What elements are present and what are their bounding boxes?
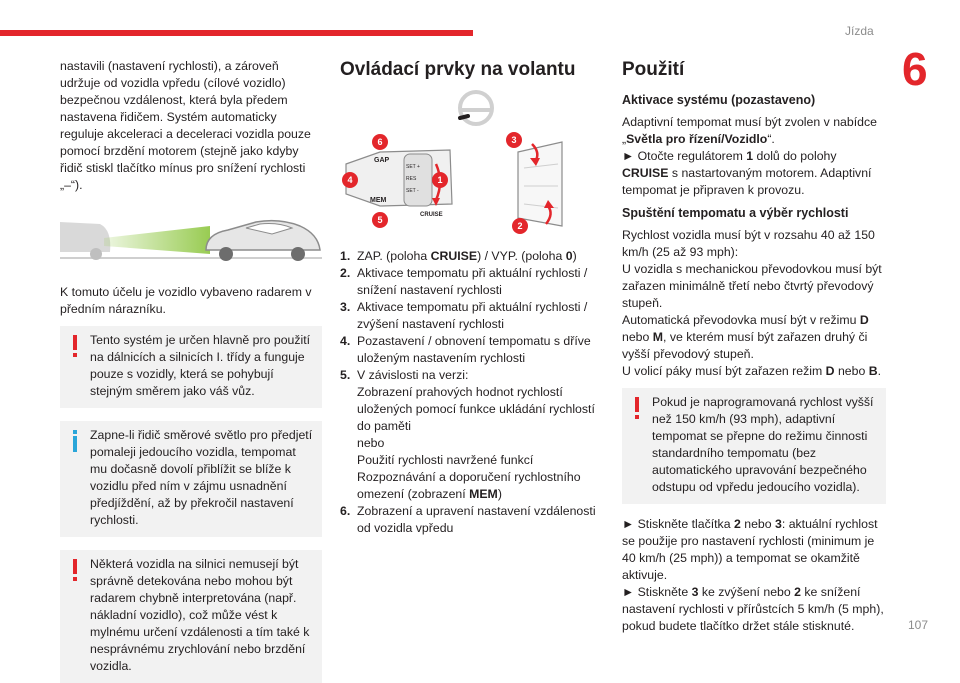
page-number: 107 [908, 618, 929, 632]
list-item: 2. Aktivace tempomatu při aktuální rychlosti / snížení nastavení rychlosti [340, 266, 588, 297]
svg-text:2: 2 [517, 221, 523, 231]
svg-text:4: 4 [347, 175, 353, 185]
radar-paragraph: K tomuto účelu je vozidlo vybaveno radarem v předním nárazníku. [60, 285, 312, 316]
column-2 [340, 58, 602, 537]
controls-diagram [340, 128, 602, 236]
info-icon [72, 430, 78, 452]
list-item: 3. Aktivace tempomatu při aktuální rychlosti / zvýšení nastavení rychlosti [340, 300, 588, 331]
paragraph: U vozidla s mechanickou převodovkou musí být zařazen minimálně třetí nebo čtvrtý převodový stupeň. [622, 262, 882, 310]
section-title: Jízda [845, 24, 874, 38]
warning-note-3: Pokud je naprogramovaná rychlost vyšší než 150 km/h (93 mph), adaptivní tempomat se přepne do režimu činnosti standardního tempomatu (bez automatického upravování bezpečného odstupu od vpředu jedoucího vozidla). [622, 388, 886, 504]
svg-text:5: 5 [377, 215, 383, 225]
svg-text:SET -: SET - [406, 188, 419, 194]
paragraph: ► Otočte regulátorem 1 dolů do polohy CRUISE s nastartovaným motorem. Adaptivní tempomat je připraven k provozu. [622, 149, 872, 197]
warning-note-2: Některá vozidla na silnici nemusejí být správně detekována nebo mohou být radarem chybně interpretována (např. nákladní vozidlo), což může vést k mylnému určení vzdálenosti a tím také k nesprávnému zrychlování nebo brzdění vozidla. [60, 550, 322, 683]
paragraph: Automatická převodovka musí být v režimu D nebo M, ve kterém musí být zařazen druhý či vyšší převodový stupeň. [622, 313, 869, 361]
warning-icon [72, 559, 78, 581]
radar-beam [104, 226, 210, 254]
warning-icon [72, 335, 78, 357]
column-3 [622, 58, 886, 635]
top-accent-bar [0, 30, 473, 36]
front-car-icon [60, 222, 110, 260]
radar-illustration [60, 208, 322, 268]
button-detail [518, 142, 562, 226]
warning-icon [634, 397, 640, 419]
paragraph: ► Stiskněte 3 ke zvýšení nebo 2 ke snížení nastavení rychlosti v přírůstcích 5 km/h (5 mph), pokud budete tlačítko držet stále stisknuté. [622, 585, 884, 633]
list-item: 1. ZAP. (poloha CRUISE) / VYP. (poloha 0) [340, 249, 577, 263]
paragraph: Adaptivní tempomat musí být zvolen v nabídce „Světla pro řízení/Vozidlo“. [622, 115, 877, 146]
intro-paragraph: nastavili (nastavení rychlosti), a zároveň udržuje od vozidla vpředu (cílové vozidlo) bezpečnou vzdálenost, která byla předem nastavena řidičem. Systém automaticky reguluje akceleraci a deceleraci vozidla pouze pomocí brzdění motorem (stejně jako kdyby řidič stiskl tlačítko mínus pro snížení rychlosti „–“). [60, 59, 311, 192]
list-item: 4. Pozastavení / obnovení tempomatu s dříve uloženým nastavením rychlosti [340, 334, 591, 365]
svg-text:MEM: MEM [370, 197, 387, 204]
paragraph: ► Stiskněte tlačítka 2 nebo 3: aktuální rychlost se použije pro nastavení rychlosti (minimum je 40 km/h (25 mph)) a tempomat se okamžitě aktivuje. [622, 517, 878, 582]
svg-text:CRUISE: CRUISE [420, 212, 443, 218]
steering-wheel-icon [340, 88, 602, 128]
controls-list [340, 248, 602, 537]
column-1 [60, 58, 322, 683]
section-heading-controls: Ovládací prvky na volantu [340, 59, 576, 80]
svg-text:6: 6 [377, 137, 383, 147]
list-item: 6. Zobrazení a upravení nastavení vzdálenosti od vozidla vpředu [340, 504, 596, 535]
svg-text:1: 1 [437, 175, 443, 185]
paragraph: U volicí páky musí být zařazen režim D nebo B. [622, 364, 882, 378]
list-item: 5. V závislosti na verzi: Zobrazení prahových hodnot rychlostí uložených pomocí funkce ukládání rychlostí do paměti nebo Použití rychlosti navržené funkcí Rozpoznávání a doporučení rychlostního omezení (zobrazení MEM) [340, 368, 595, 501]
warning-note-1: Tento systém je určen hlavně pro použití na dálnicích a silnicích I. třídy a funguje pouze s vozidly, která se pohybují stejným směrem jako váš vůz. [60, 326, 322, 408]
subheading-start: Spuštění tempomatu a výběr rychlosti [622, 206, 849, 220]
svg-text:GAP: GAP [374, 157, 390, 164]
svg-text:SET +: SET + [406, 164, 420, 170]
own-car-icon [206, 221, 320, 261]
svg-text:3: 3 [511, 135, 517, 145]
svg-text:RES: RES [406, 176, 417, 182]
paragraph: Rychlost vozidla musí být v rozsahu 40 až 150 km/h (25 až 93 mph): [622, 228, 875, 259]
section-heading-usage: Použití [622, 59, 685, 80]
subheading-activation: Aktivace systému (pozastaveno) [622, 93, 816, 107]
info-note: Zapne-li řidič směrové světlo pro předjetí pomaleji jedoucího vozidla, tempomat mu dočasně dovolí přiblížit se blíže k vozidlu před ním v zájmu usnadnění předjíždění, až by překročil nastavení rychlosti. [60, 421, 322, 537]
chapter-number: 6 [902, 43, 928, 95]
